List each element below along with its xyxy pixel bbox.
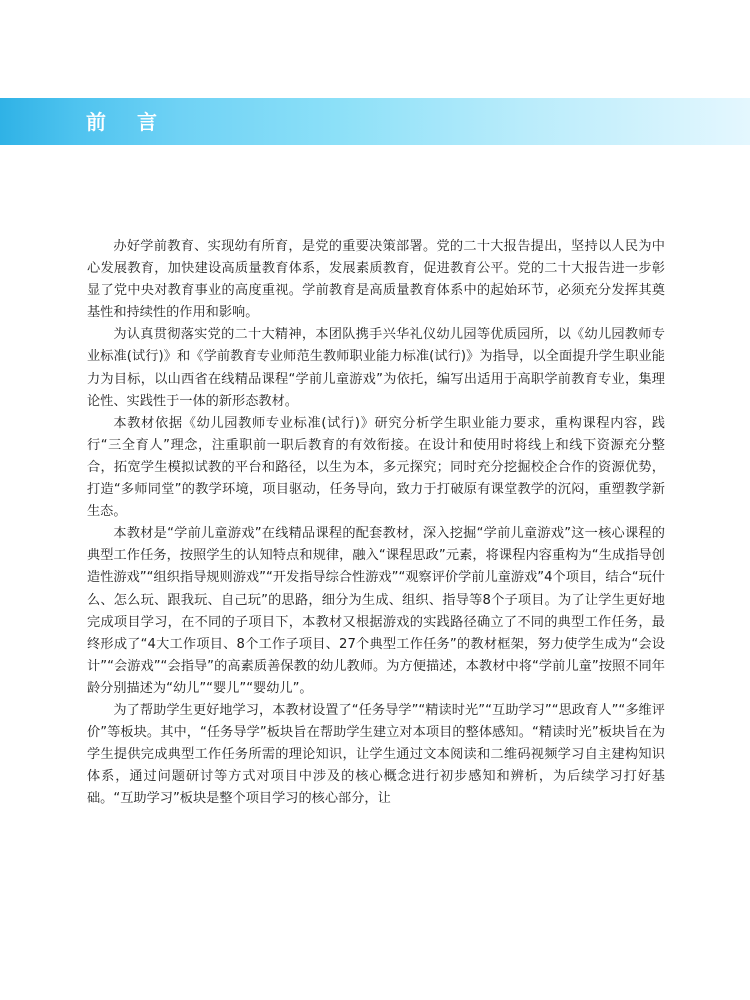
- paragraph-2: 为认真贯彻落实党的二十大精神，本团队携手兴华礼仪幼儿园等优质园所，以《幼儿园教师专业标准(试行)》和《学前教育专业师范生教师职业能力标准(试行)》为指导，以全面提升学生职业能力为目标，以山西省在线精品课程“学前儿童游戏”为依托，编写出适用于高职学前教育专业，集理论性、实践性于一体的新形态教材。: [87, 327, 665, 409]
- preface-body: [87, 236, 665, 810]
- page-title: 前 言: [86, 110, 169, 134]
- paragraph-5: 为了帮助学生更好地学习，本教材设置了“任务导学”“精读时光”“互助学习”“思政育人”“多维评价”等板块。其中，“任务导学”板块旨在帮助学生建立对本项目的整体感知。“精读时光”板块旨在为学生提供完成典型工作任务所需的理论知识，让学生通过文本阅读和二维码视频学习自主建构知识体系，通过问题研讨等方式对项目中涉及的核心概念进行初步感知和辨析，为后续学习打好基础。“互助学习”板块是整个项目学习的核心部分，让: [87, 702, 665, 807]
- paragraph-4: 本教材是“学前儿童游戏”在线精品课程的配套教材，深入挖掘“学前儿童游戏”这一核心课程的典型工作任务，按照学生的认知特点和规律，融入“课程思政”元素，将课程内容重构为“生成指导创造性游戏”“组织指导规则游戏”“开发指导综合性游戏”“观察评价学前儿童游戏”4个项目，结合“玩什么、怎么玩、跟我玩、自己玩”的思路，细分为生成、组织、指导等8个子项目。为了让学生更好地完成项目学习，在不同的子项目下，本教材又根据游戏的实践路径确立了不同的典型工作任务，最终形成了“4大工作项目、8个工作子项目、27个典型工作任务”的教材框架，努力使学生成为“会设计”“会游戏”“会指导”的高素质善保教的幼儿教师。为方便描述，本教材中将“学前儿童”按照不同年龄分别描述为“幼儿”“婴儿”“婴幼儿”。: [87, 526, 665, 696]
- title-banner: [0, 98, 750, 145]
- paragraph-3: 本教材依据《幼儿园教师专业标准(试行)》研究分析学生职业能力要求，重构课程内容，践行“三全育人”理念，注重职前一职后教育的有效衔接。在设计和使用时将线上和线下资源充分整合，拓宽学生模拟试教的平台和路径，以生为本，多元探究；同时充分挖掘校企合作的资源优势，打造“多师同堂”的教学环境，项目驱动，任务导向，致力于打破原有课堂教学的沉闷，重塑教学新生态。: [87, 415, 665, 520]
- paragraph-1: 办好学前教育、实现幼有所育，是党的重要决策部署。党的二十大报告提出，坚持以人民为中心发展教育，加快建设高质量教育体系，发展素质教育，促进教育公平。党的二十大报告进一步彰显了党中央对教育事业的高度重视。学前教育是高质量教育体系中的起始环节，必须充分发挥其奠基性和持续性的作用和影响。: [87, 239, 665, 321]
